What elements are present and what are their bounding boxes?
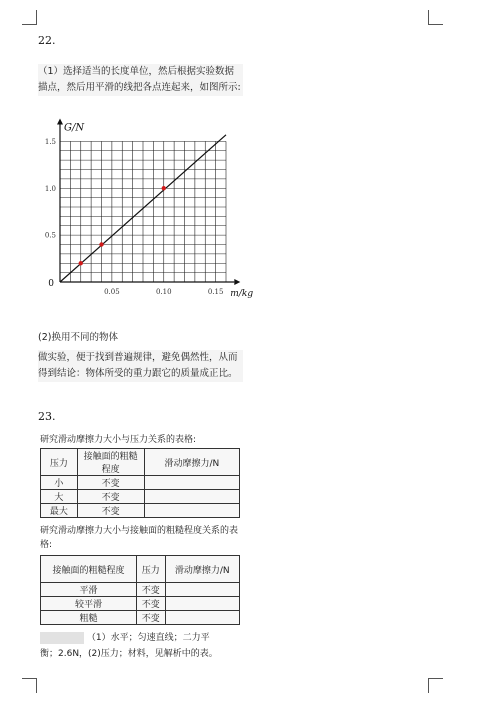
roughness-friction-table (40, 555, 240, 625)
y-axis-label: G/N (64, 122, 85, 134)
table1-cell: 最大 (41, 504, 78, 518)
table1-header-row (41, 449, 240, 476)
q22-part2-text: 做实验，便于找到普遍规律，避免偶然性，从而得到结论：物体所受的重力跟它的质量成正比。 (38, 350, 243, 382)
q23-answer-line1: （1）水平；匀速直线；二力平 (86, 633, 210, 643)
y-tick-label: 1.0 (44, 184, 56, 193)
table1-cell (144, 490, 239, 504)
x-tick-label: 0.15 (207, 288, 224, 296)
blurred-label (40, 632, 84, 644)
data-point (162, 186, 166, 190)
table1-row (41, 504, 240, 518)
y-axis-arrow (57, 119, 63, 125)
q22-part2-title: (2)换用不同的物体 (38, 332, 118, 343)
table1-header-cell: 滑动摩擦力/N (144, 449, 239, 476)
table2-header-cell: 滑动摩擦力/N (165, 556, 239, 583)
weight-mass-chart (38, 112, 254, 302)
q23-answer (40, 630, 250, 662)
table2-cell: 不变 (136, 611, 165, 625)
data-point (79, 261, 83, 265)
table1-cell: 不变 (77, 504, 144, 518)
question-23-number: 23. (38, 410, 56, 423)
table2-header-row (41, 556, 240, 583)
table2-row (41, 583, 240, 597)
chart-grid (60, 141, 226, 282)
table1-cell: 不变 (77, 490, 144, 504)
table1-cell: 大 (41, 490, 78, 504)
table1-cell (144, 504, 239, 518)
table2-cell: 不变 (136, 583, 165, 597)
table2-cell (165, 583, 239, 597)
table2-header-cell: 压力 (136, 556, 165, 583)
corner-mark-bottom-right (428, 678, 443, 693)
table2-cell: 粗糙 (41, 611, 137, 625)
corner-mark-bottom-left (22, 678, 37, 693)
q22-part1-text: （1）选择适当的长度单位，然后根据实验数据描点，然后用平滑的线把各点连起来，如图所示: (38, 64, 243, 96)
table2-cell: 平滑 (41, 583, 137, 597)
table1-title: 研究滑动摩擦力大小与压力关系的表格: (40, 435, 197, 445)
y-tick-label: 1.5 (44, 137, 56, 146)
x-tick-label: 0.10 (155, 288, 172, 296)
pressure-friction-table (40, 448, 240, 518)
table1-header-cell: 压力 (41, 449, 78, 476)
table2-cell: 较平滑 (41, 597, 137, 611)
x-tick-label: 0.05 (104, 288, 120, 296)
x-axis-label: m/kg (230, 289, 254, 299)
data-point (99, 242, 103, 246)
table1-cell: 小 (41, 476, 78, 490)
table2-header-cell: 接触面的粗糙程度 (41, 556, 137, 583)
table1-row (41, 490, 240, 504)
corner-mark-top-left (22, 10, 37, 25)
x-axis-arrow (234, 279, 240, 285)
table1-row (41, 476, 240, 490)
q23-answer-line2: 衡；2.6N，(2)压力；材料，见解析中的表。 (40, 649, 218, 659)
table2-cell (165, 611, 239, 625)
table2-cell (165, 597, 239, 611)
table2-title: 研究滑动摩擦力大小与接触面的粗糙程度关系的表格: (40, 526, 239, 550)
table1-cell: 不变 (77, 476, 144, 490)
table1-header-cell: 接触面的粗糙程度 (77, 449, 144, 476)
question-22-number: 22. (38, 34, 56, 47)
table2-row (41, 611, 240, 625)
table1-cell (144, 476, 239, 490)
table2-cell: 不变 (136, 597, 165, 611)
origin-label: 0 (48, 279, 54, 289)
corner-mark-top-right (428, 10, 443, 25)
table2-row (41, 597, 240, 611)
y-tick-label: 0.5 (44, 231, 56, 240)
